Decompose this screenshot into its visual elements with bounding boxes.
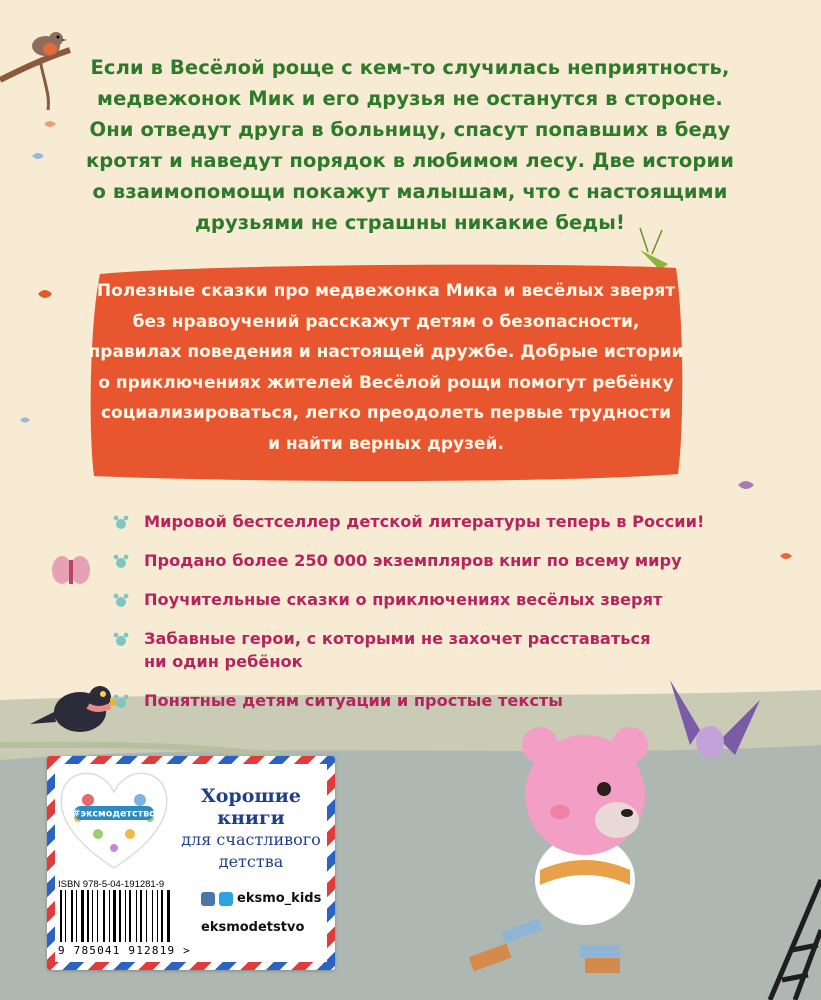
- intro-line: Если в Весёлой роще с кем-то случилась неприятность,: [90, 56, 730, 79]
- list-item-text: Продано более 250 000 экземпляров книг по всему миру: [144, 551, 682, 570]
- social-handle[interactable]: eksmo_kids: [237, 891, 322, 906]
- list-item: [112, 510, 732, 533]
- list-item-text: Поучительные сказки о приключениях весёлых зверят: [144, 590, 663, 609]
- panel-line: правилах поведения и настоящей дружбе. Добрые истории: [88, 342, 684, 362]
- heart-logo: [58, 768, 170, 872]
- intro-line: медвежонок Мик и его друзья не останутся в стороне.: [97, 87, 723, 110]
- list-item: [112, 627, 732, 673]
- paw-icon: [112, 513, 130, 531]
- barcode-digits: 9 785041 912819 >: [58, 944, 191, 957]
- panel-paragraph: [86, 276, 686, 459]
- slogan: [176, 785, 326, 873]
- paw-icon: [112, 552, 130, 570]
- slogan-line: Хорошие: [201, 785, 301, 807]
- list-item-text: Забавные герои, с которыми не захочет расставаться ни один ребёнок: [144, 629, 651, 671]
- intro-paragraph: [60, 52, 760, 238]
- telegram-icon[interactable]: [219, 892, 233, 906]
- barcode: [58, 890, 190, 944]
- panel-line: о приключениях жителей Весёлой рощи помогут ребёнку: [98, 372, 674, 393]
- panel-line: Полезные сказки про медвежонка Мика и весёлых зверят: [96, 281, 676, 301]
- intro-line: о взаимопомощи покажут малышам, что с настоящими: [92, 180, 728, 203]
- slogan-line: для счастливого: [181, 830, 321, 849]
- panel-line: и найти верных друзей.: [268, 433, 504, 454]
- panel-line: социализироваться, легко преодолеть первые трудности: [100, 403, 672, 423]
- paw-icon: [112, 591, 130, 609]
- heart-label: #эксмодетство: [72, 808, 156, 820]
- intro-line: друзьями не страшны никакие беды!: [195, 211, 625, 234]
- social-links: [201, 891, 321, 906]
- list-item: [112, 549, 732, 572]
- list-item-text: Мировой бестселлер детской литературы теперь в России!: [144, 512, 705, 531]
- butterfly-illustration: [52, 556, 90, 584]
- paw-icon: [112, 630, 130, 648]
- intro-line: Они отведут друга в больницу, спасут попавших в беду: [89, 118, 731, 141]
- intro-line: кротят и наведут порядок в любимом лесу. Две истории: [85, 149, 735, 172]
- isbn-label: ISBN 978-5-04-191281-9: [58, 879, 165, 890]
- panel-line: без нравоучений расскажут детям о безопасности,: [132, 311, 640, 332]
- website-link[interactable]: eksmodetstvo: [201, 920, 305, 935]
- feature-list: [112, 510, 732, 728]
- paw-icon: [112, 692, 130, 710]
- list-item: [112, 588, 732, 611]
- slogan-line: детства: [218, 852, 284, 871]
- slogan-line: книги: [217, 807, 285, 829]
- vk-icon[interactable]: [201, 892, 215, 906]
- list-item-text: Понятные детям ситуации и простые тексты: [144, 691, 563, 710]
- list-item: [112, 689, 732, 712]
